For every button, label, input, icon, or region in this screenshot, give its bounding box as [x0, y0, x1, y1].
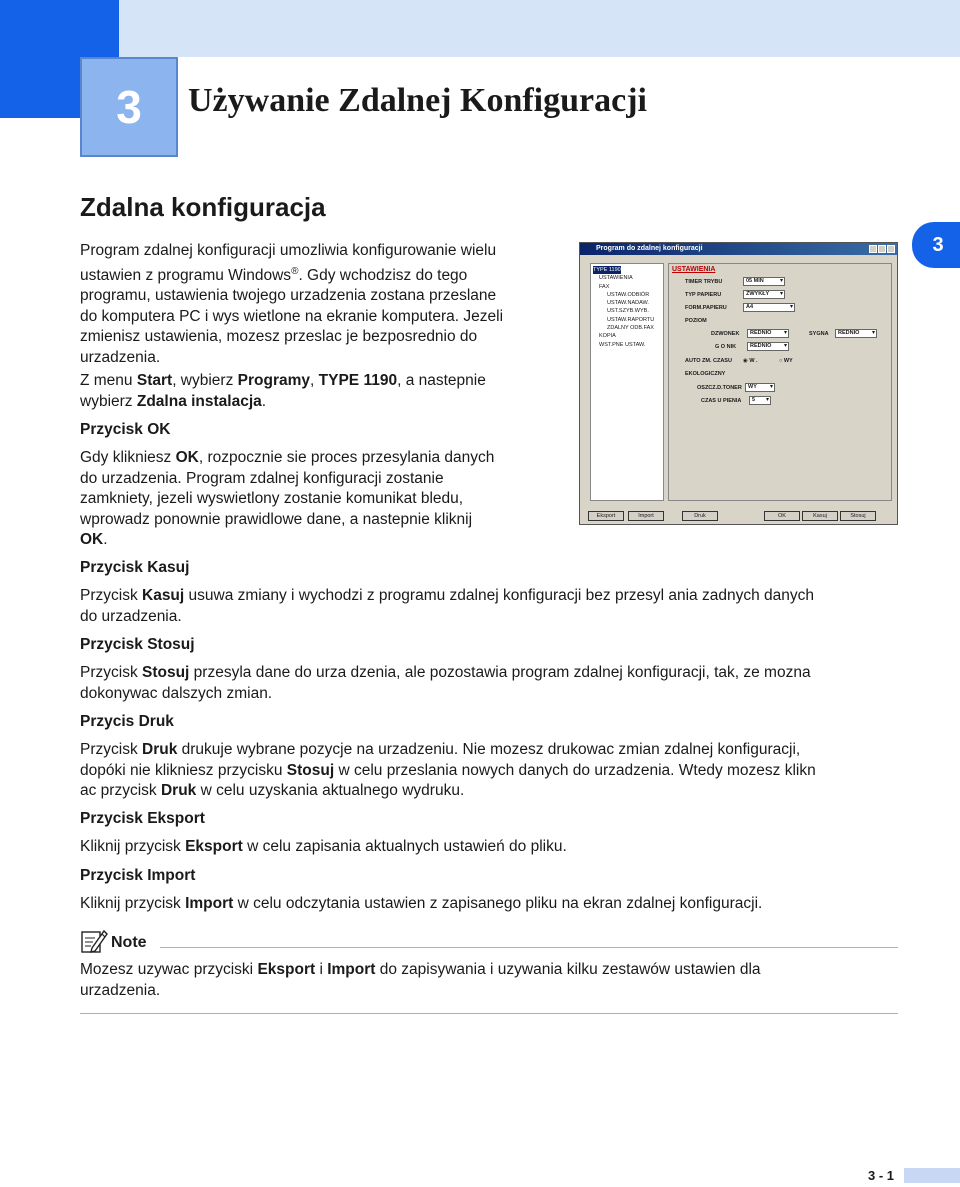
intro-line	[80, 262, 550, 287]
text: Gdy klikniesz	[80, 449, 176, 466]
intro-text: ustawien z programu Windows	[80, 266, 292, 284]
radio-on-label: W .	[749, 358, 758, 364]
text: i	[315, 961, 328, 978]
text: w celu zapisania aktualnych ustawień do pliku.	[242, 838, 567, 855]
text: Przycisk	[80, 741, 142, 758]
text: Kliknij przycisk	[80, 895, 186, 912]
menu-programs: Programy	[237, 372, 311, 389]
stosuj-line	[80, 663, 900, 684]
note-divider	[160, 947, 898, 948]
label-speaker: G O NIK	[715, 344, 737, 350]
tree-item: UST.SZYB.WYB.	[607, 308, 649, 315]
intro-line: do komputera PC i wys wietlone na ekranie komputera. Jezeli	[80, 307, 504, 325]
text: Przycisk	[80, 664, 142, 681]
sleep-spinner: 5 ▾	[749, 396, 771, 405]
kasuj-line	[80, 586, 900, 607]
druk-line	[80, 781, 900, 802]
label-toner: OSZCZ.D.TONER	[697, 385, 742, 391]
note-label: Note	[111, 934, 147, 951]
intro-paragraph	[80, 241, 550, 368]
druk-heading: Przycis Druk	[80, 713, 174, 730]
druk-bold: Druk	[142, 741, 178, 758]
ok-line: do urzadzenia. Program zdalnej konfiguracji zostanie	[80, 469, 444, 487]
maximize-icon	[878, 245, 886, 253]
ok-bold: OK	[175, 449, 199, 466]
window-title: Program do zdalnej konfiguracji	[596, 245, 703, 252]
tree-item: FAX	[599, 283, 610, 290]
ok-button: OK	[764, 511, 800, 521]
bell-select: REDNIO ▾	[747, 329, 789, 338]
text: w celu uzyskania aktualnego wydruku.	[196, 782, 465, 799]
label-bell: DZWONEK	[711, 331, 740, 337]
timer-select: 05 MIN ▾	[743, 277, 785, 286]
ok-paragraph	[80, 448, 550, 551]
speaker-select: REDNIO ▾	[747, 342, 789, 351]
tree-item: WST.PNE USTAW.	[599, 341, 646, 348]
druk-bold: Stosuj	[286, 761, 335, 779]
ok-line	[80, 448, 550, 469]
note-bold: Import	[327, 961, 376, 978]
label-auto-time: AUTO ZM. CZASU	[685, 358, 732, 364]
text: .	[103, 531, 108, 548]
menu-instruction	[80, 371, 550, 412]
import-line	[80, 894, 900, 915]
side-tab-number: 3	[932, 233, 944, 256]
menu-line	[80, 392, 550, 413]
intro-line: programu, ustawienia twojego urzadzenia zostana przeslane	[80, 287, 497, 305]
label-paper-form: FORM.PAPIERU	[685, 305, 727, 311]
chapter-title: Używanie Zdalnej Konfiguracji	[188, 82, 647, 119]
section-title: Zdalna konfiguracja	[80, 192, 326, 222]
text: wybierz	[80, 392, 137, 410]
text: przesyla dane do urza dzenia, ale pozostawia program zdalnej konfiguracji, tak, ze mozna	[189, 664, 811, 681]
text: .	[261, 392, 267, 410]
paper-form-select: A4 ▾	[743, 303, 795, 312]
program-window-screenshot	[579, 242, 898, 525]
text: Kliknij przycisk	[80, 838, 186, 855]
kasuj-bold: Kasuj	[142, 587, 185, 604]
text: Przycisk	[80, 587, 142, 604]
note-line	[80, 960, 900, 981]
import-bold: Import	[185, 895, 234, 912]
druk-bold: Druk	[160, 782, 197, 799]
label-sleep: CZAS U PIENIA	[701, 398, 742, 404]
text: ,	[310, 372, 319, 389]
ok-line: zamkniety, jezeli wyswietlony zostanie komunikat bledu,	[80, 490, 464, 507]
tree-item: USTAWIENIA	[599, 275, 633, 282]
stosuj-heading: Przycisk Stosuj	[80, 636, 195, 653]
eksport-line	[80, 837, 900, 858]
settings-tree	[590, 263, 664, 501]
label-signal: SYGNA	[809, 331, 829, 337]
stosuj-paragraph	[80, 663, 900, 704]
ok-bold: OK	[80, 531, 104, 548]
cancel-button: Kasuj	[802, 511, 838, 521]
header-light-band	[119, 0, 960, 57]
radio-off-label: WY	[783, 358, 793, 364]
druk-line	[80, 740, 900, 761]
minimize-icon	[869, 245, 877, 253]
auto-time-off-radio: ○ WY	[779, 358, 793, 364]
text: drukuje wybrane pozycje na urzadzeniu. Nie mozesz drukowac zmian zdalnej konfiguracji,	[177, 741, 801, 758]
intro-line: zmienisz ustawienia, mozesz przeslac je bezposrednio do	[80, 328, 478, 346]
note-paragraph	[80, 960, 900, 1001]
stosuj-line: dokonywac dalszych zmian.	[80, 684, 273, 702]
window-titlebar	[580, 243, 897, 255]
import-button: Import	[628, 511, 664, 521]
settings-panel	[668, 263, 892, 501]
note-pencil-icon	[80, 928, 108, 954]
footer-bar	[904, 1168, 960, 1183]
menu-start: Start	[136, 372, 173, 389]
paper-type-select: ZWYKŁY ▾	[743, 290, 785, 299]
text: , wybierz	[172, 372, 238, 389]
tree-item: KOPIA	[599, 333, 616, 340]
intro-line: urzadzenia.	[80, 348, 161, 366]
signal-select: REDNIO ▾	[835, 329, 877, 338]
eksport-paragraph	[80, 837, 900, 858]
chapter-side-tab	[912, 222, 960, 268]
apply-button: Stosuj	[840, 511, 876, 521]
label-paper-type: TYP PAPIERU	[685, 292, 722, 298]
tree-item: USTAW.ODBIÓR	[607, 291, 650, 298]
text: w celu odczytania ustawien z zapisanego pliku na ekran zdalnej konfiguracji.	[233, 895, 763, 912]
chapter-number: 3	[116, 81, 142, 133]
intro-line: Program zdalnej konfiguracji umozliwia konfigurowanie wielu	[80, 242, 497, 259]
ok-line: wprowadz ponownie prawidlowe dane, a nastepnie kliknij	[80, 510, 473, 528]
header-side-band	[0, 57, 80, 118]
text: w celu przeslania nowych danych do urzadzenia. Wtedy mozesz klikn	[334, 761, 816, 779]
label-eco: EKOLOGICZNY	[685, 371, 726, 377]
eksport-bold: Eksport	[185, 838, 243, 855]
kasuj-paragraph	[80, 586, 900, 627]
label-level: POZIOM	[685, 318, 707, 324]
text: dopóki nie klikniesz przycisku	[80, 761, 287, 779]
page-number: 3 - 1	[868, 1168, 895, 1183]
stosuj-bold: Stosuj	[142, 664, 190, 681]
import-paragraph	[80, 894, 900, 915]
ok-line	[80, 530, 550, 551]
toner-select: WY ▾	[745, 383, 775, 392]
druk-paragraph	[80, 740, 900, 802]
print-button: Druk	[682, 511, 718, 521]
ok-heading: Przycisk OK	[80, 421, 171, 438]
close-icon	[887, 245, 895, 253]
panel-title: USTAWIENIA	[672, 266, 716, 273]
note-bottom-divider	[80, 1013, 898, 1014]
registered-mark: ®	[291, 265, 299, 277]
eksport-heading: Przycisk Eksport	[80, 810, 205, 827]
note-bold: Eksport	[257, 961, 316, 978]
tree-item: ZDALNY ODB.FAX	[607, 325, 654, 332]
text: do zapisywania i uzywania kilku zestawów ustawien dla	[375, 961, 761, 978]
tree-item-root: TYPE 1190	[593, 267, 621, 273]
auto-time-on-radio: ◉ W .	[743, 358, 758, 364]
text: usuwa zmiany i wychodzi z programu zdalnej konfiguracji bez przesyl ania zadnych danych	[184, 587, 815, 604]
window-controls	[869, 245, 895, 253]
chapter-number-box	[80, 57, 178, 157]
text: Mozesz uzywac przyciski	[80, 961, 258, 978]
druk-line	[80, 761, 900, 782]
export-button: Eksport	[588, 511, 624, 521]
text: Z menu	[80, 372, 137, 389]
text: , rozpocznie sie proces przesylania danych	[198, 449, 495, 466]
text: ac przycisk	[80, 782, 161, 799]
tree-item: USTAW.NADAW.	[607, 300, 649, 307]
menu-line	[80, 371, 550, 392]
label-timer: TIMER TRYBU	[685, 279, 723, 285]
kasuj-heading: Przycisk Kasuj	[80, 559, 190, 576]
menu-remote-setup: Zdalna instalacja	[136, 392, 262, 410]
tree-item: USTAW.RAPORTU	[607, 316, 655, 323]
menu-type: TYPE 1190	[318, 372, 398, 389]
import-heading: Przycisk Import	[80, 867, 196, 884]
intro-text: . Gdy wchodzisz do tego	[298, 266, 468, 284]
kasuj-line: do urzadzenia.	[80, 607, 182, 625]
text: , a nastepnie	[397, 372, 486, 389]
note-line: urzadzenia.	[80, 981, 161, 999]
